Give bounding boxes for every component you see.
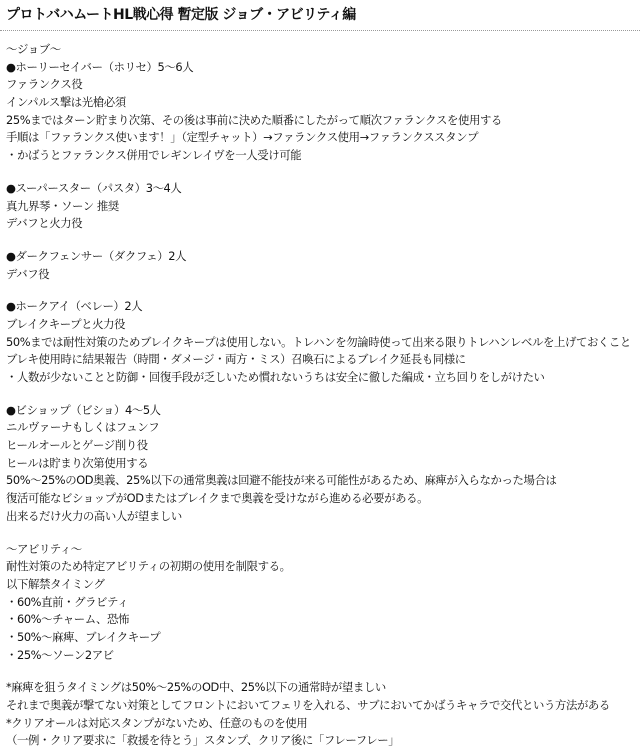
note-line: それまで奥義が撃てない対策としてフロントにおいてフェリを入れる、サブにおいてかばうキャラで交代という方法がある (6, 698, 610, 712)
ability-line: 以下解禁タイミング (6, 576, 105, 591)
job-line: インパルス撃は光槍必須 (6, 95, 126, 110)
section-gap (6, 526, 638, 541)
title-divider (0, 30, 640, 31)
job-superstar (6, 180, 638, 233)
abilities-section (6, 541, 638, 665)
job-name: ●ビショップ（ビショ）4〜5人 (6, 402, 161, 417)
article-body (6, 41, 638, 750)
job-dark-fencer (6, 248, 638, 283)
jobs-heading: 〜ジョブ〜 (6, 42, 61, 56)
section-gap (6, 387, 638, 402)
abilities-heading: 〜アビリティ〜 (6, 541, 82, 556)
job-line: ヒールオールとゲージ削り役 (6, 438, 148, 453)
ability-line: ・60%直前・グラビティ (6, 594, 129, 609)
job-line: 手順は「ファランクス使います！」（定型チャット）→ファランクス使用→ファランクススタンプ (6, 130, 479, 145)
ability-line: 耐性対策のため特定アビリティの初期の使用を制限する。 (6, 559, 291, 574)
job-name: ●ホーリーセイバー（ホリセ）5〜6人 (6, 59, 194, 74)
job-line: 50%までは耐性対策のためブレイクキープは使用しない。トレハンを勿論時使って出来る限りトレハンレベルを上げておくこと (6, 334, 631, 349)
ability-line: ・50%〜麻痺、ブレイクキープ (6, 629, 161, 644)
section-gap (6, 233, 638, 248)
notes-section (6, 679, 638, 750)
job-line: 出来るだけ火力の高い人が望ましい (6, 508, 182, 523)
job-name: ●スーパースター（パスタ）3〜4人 (6, 180, 182, 195)
job-line: 復活可能なビショップがODまたはブレイクまで奥義を受けながら進める必要がある。 (6, 491, 429, 506)
note-line: *クリアオールは対応スタンプがないため、任意のものを使用 (6, 715, 308, 730)
job-line: ・人数が少ないことと防御・回復手段が乏しいため慣れないうちは安全に徹した編成・立ち回りをしがけたい (6, 370, 545, 384)
section-gap (6, 165, 638, 180)
note-line: （一例・クリア要求に「救援を待とう」スタンプ、クリア後に「フレーフレー」 (6, 733, 400, 748)
job-name: ●ホークアイ（ベレー）2人 (6, 299, 143, 314)
job-bishop (6, 402, 638, 526)
job-line: 50%〜25%のOD奥義、25%以下の通常奥義は回避不能技が来る可能性があるため、麻痺が入らなかった場合は (6, 473, 557, 488)
job-line: デバフと火力役 (6, 216, 83, 231)
section-gap (6, 664, 638, 679)
job-line: ・かばうとファランクス併用でレギンレイヴを一人受け可能 (6, 148, 302, 163)
job-line: 真九界琴・ソーン 推奨 (6, 198, 119, 213)
note-line: *麻痺を狙うタイミングは50%〜25%のOD中、25%以下の通常時が望ましい (6, 680, 386, 695)
ability-line: ・60%〜チャーム、恐怖 (6, 612, 130, 627)
job-line: 25%まではターン貯まり次第、その後は事前に決めた順番にしたがって順次ファランクスを使用する (6, 112, 502, 127)
job-line: ヒールは貯まり次第使用する (6, 455, 149, 470)
job-line: ブレキ使用時に結果報告（時間・ダメージ・両方・ミス）召喚石によるブレイク延長も同様に (6, 352, 466, 367)
job-line: ファランクス役 (6, 77, 83, 92)
article-title: プロトバハムートHL戦心得 暫定版 ジョブ・アビリティ編 (6, 7, 356, 23)
job-hawkeye (6, 298, 638, 386)
job-line: ニルヴァーナもしくはフュンフ (6, 420, 160, 435)
ability-line: ・25%〜ソーン2アビ (6, 647, 114, 662)
job-holy-saber (6, 59, 638, 165)
job-line: ブレイクキープと火力役 (6, 316, 126, 331)
job-line: デバフ役 (6, 266, 50, 281)
job-name: ●ダークフェンサー（ダクフェ）2人 (6, 248, 187, 263)
section-gap (6, 283, 638, 298)
